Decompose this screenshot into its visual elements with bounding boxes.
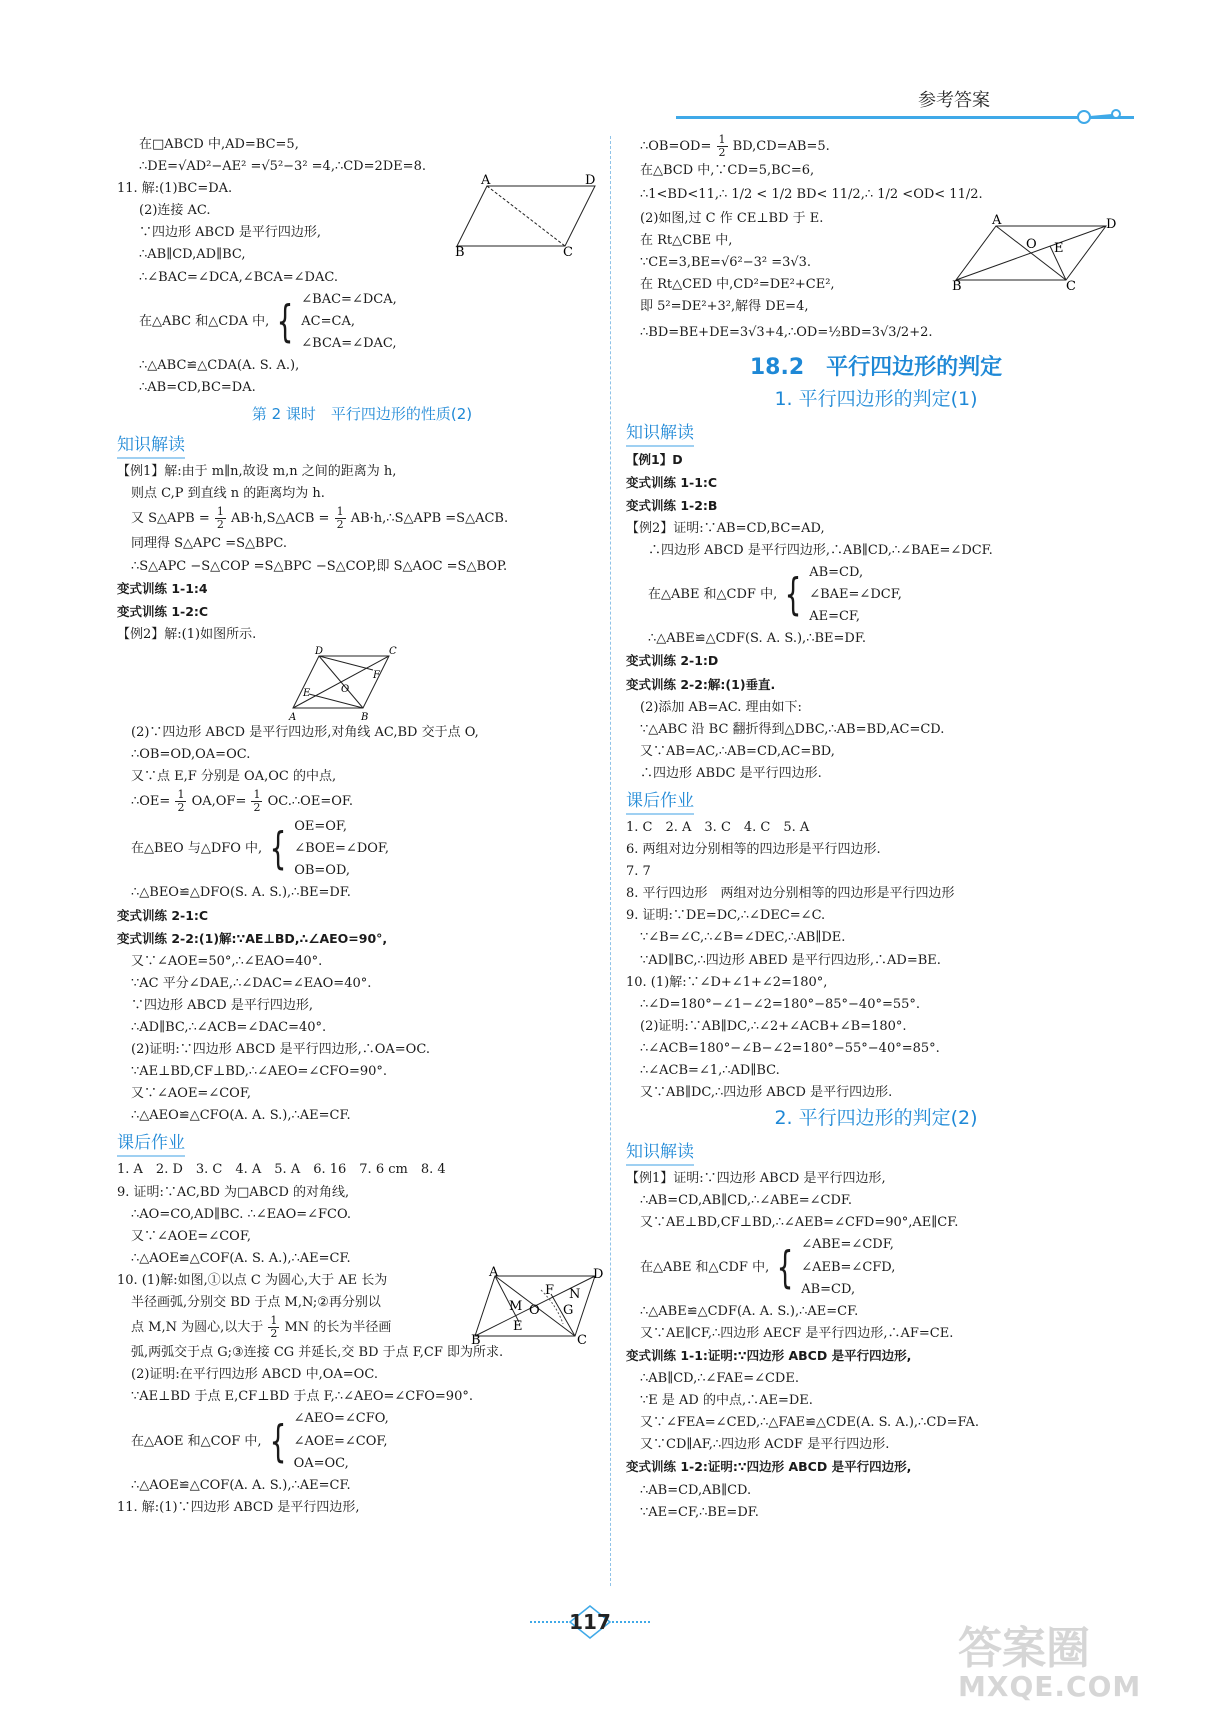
watermark-logo	[958, 1612, 1141, 1703]
fig-label: O	[341, 683, 350, 695]
section-heading: 课后作业	[626, 789, 694, 815]
text-line: 【例2】解:(1)如图所示.	[117, 626, 257, 642]
fig-label: O	[529, 1302, 540, 1318]
text-line: 又∵CD∥AF,∴四边形 ACDF 是平行四边形.	[640, 1437, 890, 1453]
numerator: 1	[718, 133, 726, 146]
text-line	[626, 134, 1126, 160]
denominator: 2	[718, 146, 726, 159]
text-line	[626, 1456, 1126, 1479]
page-number-badge	[530, 1604, 650, 1640]
text-fragment: AB·h,∴S△APB =S△ACB.	[350, 511, 509, 527]
text-line: (2)证明:∵AB∥DC,∴∠2+∠ACB+∠B=180°.	[640, 1018, 907, 1034]
brace-item: ∠AEB=∠CFD,	[801, 1259, 896, 1275]
brace-item: ∠AOE=∠COF,	[293, 1433, 388, 1449]
header-circles-icon	[1066, 108, 1126, 126]
exercise-label: 变式训练 1-1:C	[626, 474, 718, 490]
fig-label: B	[471, 1332, 481, 1348]
numerator: 1	[216, 505, 224, 519]
text-line: 10. (1)解:∵∠D+∠1+∠2=180°,	[626, 974, 828, 990]
text-line: 1. C 2. A 3. C 4. C 5. A	[626, 819, 810, 835]
fig-label: N	[569, 1286, 581, 1302]
fig-label: D	[585, 173, 596, 189]
fig-label: C	[563, 245, 573, 261]
brace-prefix: 在△AOE 和△COF 中,	[131, 1433, 262, 1449]
text-line: 6. 两组对边分别相等的四边形是平行四边形.	[626, 842, 881, 858]
fig-label: A	[489, 1264, 499, 1280]
text-line: ∴△AOE≌△COF(A. A. S.),∴AE=CF.	[131, 1477, 351, 1493]
text-line: ∴∠ACB=180°−∠B−∠2=180°−55°−40°=85°.	[640, 1040, 940, 1056]
text-line: ∴△ABE≌△CDF(S. A. S.),∴BE=DF.	[648, 631, 866, 647]
chapter-title: 18.2 平行四边形的判定	[749, 354, 1003, 380]
text-fragment: AB·h,S△ACB =	[231, 511, 330, 527]
numerator: 1	[177, 788, 185, 802]
text-fragment: ∴OB=OD=	[640, 139, 712, 154]
text-line	[117, 788, 607, 816]
brace-item: ∠BCA=∠DAC,	[301, 335, 397, 351]
text-line: (2)连接 AC.	[139, 203, 211, 219]
fig-label: F	[373, 669, 380, 681]
exercise-label: 变式训练 2-2:(1)解:∵AE⊥BD,∴∠AEO=90°,	[117, 930, 388, 946]
text-line: (2)∵四边形 ABCD 是平行四边形,对角线 AC,BD 交于点 O,	[131, 724, 479, 740]
denominator: 2	[216, 518, 224, 532]
exercise-label: 变式训练 2-2:解:(1)垂直.	[626, 676, 776, 692]
fig-label: B	[361, 711, 369, 723]
fig-label: F	[545, 1282, 555, 1298]
fig-label: G	[563, 1302, 574, 1318]
brace-item: AB=CD,	[801, 1281, 856, 1297]
text-line: (2)证明:在平行四边形 ABCD 中,OA=OC.	[131, 1367, 378, 1383]
text-line: ∴S△APC −S△COP =S△BPC −S△COP,即 S△AOC =S△BOP.	[131, 558, 508, 574]
text-line: ∴1<BD<11,∴ 1/2 < 1/2 BD< 11/2,∴ 1/2 <OD< 11/2.	[640, 187, 983, 203]
figure-container	[117, 646, 607, 722]
fig-label: M	[509, 1298, 523, 1314]
text-fragment: OA,OF=	[191, 794, 247, 810]
section-heading: 知识解读	[626, 421, 694, 447]
system-brace	[626, 1234, 1126, 1300]
watermark-url: MXQE.COM	[958, 1670, 1142, 1703]
text-line: ∴△BEO≌△DFO(S. A. S.),∴BE=DF.	[131, 885, 351, 901]
brace-item: AE=CF,	[809, 609, 861, 625]
text-line: ∵AE⊥BD,CF⊥BD,∴∠AEO=∠CFO=90°.	[131, 1064, 388, 1080]
text-line: (2)如图,过 C 作 CE⊥BD 于 E.	[640, 211, 824, 227]
brace-icon: {	[269, 823, 287, 875]
text-line: ∴△AEO≌△CFO(A. A. S.),∴AE=CF.	[131, 1108, 351, 1124]
text-line: ∴AD∥BC,∴∠ACB=∠DAC=40°.	[131, 1020, 327, 1035]
text-line: 又∵AB∥DC,∴四边形 ABCD 是平行四边形.	[640, 1085, 893, 1101]
text-line: 同理得 S△APC =S△BPC.	[131, 536, 287, 552]
exercise-label: 变式训练 1-2:B	[626, 497, 718, 513]
text-fragment: ∴OE=	[131, 794, 171, 810]
text-line	[626, 495, 1126, 518]
text-line: ∵四边形 ABCD 是平行四边形,	[131, 997, 313, 1013]
text-line: (2)添加 AB=AC. 理由如下:	[640, 699, 802, 715]
right-column	[626, 134, 1126, 1524]
text-line: 又∵∠AOE=∠COF,	[131, 1086, 251, 1102]
text-line: ∴BD=BE+DE=3√3+4,∴OD=½BD=3√3/2+2.	[640, 324, 933, 340]
text-line: 9. 证明:∵AC,BD 为□ABCD 的对角线,	[117, 1184, 350, 1200]
text-fragment: OC.∴OE=OF.	[267, 794, 353, 810]
fig-label: D	[1106, 217, 1117, 233]
text-line	[626, 674, 1126, 697]
watermark-text: 答案圈	[958, 1623, 1090, 1674]
brace-icon: {	[269, 1415, 286, 1467]
question-11: 11. 解:(1)BC=DA.	[117, 181, 233, 197]
column-divider	[610, 136, 611, 1586]
text-line: 半径画弧,分别交 BD 于点 M,N;②再分别以	[131, 1295, 381, 1311]
text-line: 7. 7	[626, 864, 651, 880]
exercise-label: 变式训练 1-2:证明:∵四边形 ABCD 是平行四边形,	[626, 1459, 912, 1475]
text-line: ∵AC 平分∠DAE,∴∠DAC=∠EAO=40°.	[131, 975, 372, 991]
text-line: ∵AE⊥BD 于点 E,CF⊥BD 于点 F,∴∠AEO=∠CFO=90°.	[131, 1389, 473, 1405]
text-line: ∵AE=CF,∴BE=DF.	[640, 1504, 759, 1520]
text-line: 1. A 2. D 3. C 4. A 5. A 6. 16 7. 6 cm 8. 4	[117, 1162, 446, 1178]
denominator: 2	[336, 518, 344, 532]
text-line: ∴△ABE≌△CDF(A. A. S.),∴AE=CF.	[640, 1303, 859, 1319]
brace-item: OE=OF,	[294, 819, 348, 835]
brace-item: OB=OD,	[294, 863, 351, 879]
exercise-label: 变式训练 1-1:证明:∵四边形 ABCD 是平行四边形,	[626, 1347, 912, 1363]
fig-label: E	[1054, 241, 1064, 257]
lesson-title: 第 2 课时 平行四边形的性质(2)	[251, 405, 473, 424]
exercise-label: 变式训练 1-1:4	[117, 580, 208, 596]
fig-label: A	[289, 711, 297, 723]
text-line: 11. 解:(1)∵四边形 ABCD 是平行四边形,	[117, 1499, 360, 1515]
text-line: 【例1】解:由于 m∥n,故设 m,n 之间的距离为 h,	[117, 464, 397, 480]
text-line: 又∵∠AOE=50°,∴∠EAO=40°.	[131, 953, 323, 969]
fig-label: D	[593, 1266, 604, 1282]
section-heading: 知识解读	[626, 1140, 694, 1166]
text-line: ∴AO=CO,AD∥BC. ∴∠EAO=∠FCO.	[131, 1206, 352, 1222]
numerator: 1	[253, 788, 261, 802]
text-line: ∴△ABC≌△CDA(A. S. A.),	[139, 357, 300, 373]
subsection-title: 1. 平行四边形的判定(1)	[774, 387, 978, 410]
exercise-label: 变式训练 1-2:C	[117, 603, 209, 619]
brace-icon: {	[784, 569, 802, 621]
text-line: ∴AB∥CD,AD∥BC,	[139, 247, 246, 263]
text-line: 又∵∠AOE=∠COF,	[131, 1228, 251, 1244]
fig-label: A	[992, 213, 1002, 229]
fraction	[215, 506, 226, 531]
fig-label: C	[1066, 279, 1076, 295]
brace-item: OA=OC,	[293, 1455, 349, 1471]
parallelogram-figure-11	[455, 173, 597, 261]
section-heading: 课后作业	[117, 1131, 185, 1157]
fig-label: B	[455, 245, 465, 261]
text-line: ∵CE=3,BE=√6²−3² =3√3.	[640, 255, 812, 271]
text-line	[117, 928, 607, 951]
fig-label: E	[513, 1318, 523, 1334]
parallelogram-figure-right	[952, 213, 1117, 295]
system-brace	[117, 1408, 607, 1474]
fig-label: D	[315, 645, 324, 657]
brace-item: ∠BAE=∠DCF,	[809, 587, 902, 603]
brace-prefix: 在△ABE 和△CDF 中,	[648, 587, 778, 603]
text-line: ∴△AOE≌△COF(A. S. A.),∴AE=CF.	[131, 1250, 351, 1266]
exercise-label: 变式训练 2-1:C	[117, 907, 209, 923]
text-fragment: BD,CD=AB=5.	[732, 139, 830, 154]
text-line	[626, 472, 1126, 495]
numerator: 1	[270, 1314, 278, 1328]
text-line	[117, 578, 607, 601]
text-line: 又∵AE∥CF,∴四边形 AECF 是平行四边形,∴AF=CE.	[640, 1325, 954, 1341]
text-line: 10. (1)解:如图,①以点 C 为圆心,大于 AE 长为	[117, 1272, 388, 1288]
brace-item: ∠ABE=∠CDF,	[801, 1237, 894, 1253]
section-heading: 知识解读	[117, 433, 185, 459]
text-line: ∴AB=CD,BC=DA.	[139, 380, 256, 396]
text-line: ∴DE=√AD²−AE² =√5²−3² =4,∴CD=2DE=8.	[139, 159, 426, 175]
left-column	[117, 134, 607, 1519]
text-line: ∵E 是 AD 的中点,∴AE=DE.	[640, 1393, 813, 1409]
brace-prefix: 在△ABC 和△CDA 中,	[139, 313, 270, 329]
brace-item: ∠AEO=∠CFO,	[293, 1411, 389, 1427]
fraction	[335, 506, 346, 531]
fraction	[717, 134, 728, 159]
text-line: 在 Rt△CBE 中,	[640, 233, 733, 249]
text-line: ∴四边形 ABDC 是平行四边形.	[640, 765, 822, 781]
denominator: 2	[270, 1327, 278, 1341]
subsection-title: 2. 平行四边形的判定(2)	[774, 1107, 978, 1130]
text-fragment: 点 M,N 为圆心,以大于	[131, 1320, 264, 1336]
text-line: 又∵点 E,F 分别是 OA,OC 的中点,	[131, 769, 337, 785]
brace-icon: {	[276, 295, 294, 347]
system-brace	[117, 816, 607, 882]
brace-prefix: 在△ABE 和△CDF 中,	[640, 1259, 770, 1275]
text-line: 在 Rt△CED 中,CD²=DE²+CE²,	[640, 277, 835, 293]
text-line: 又∵AE⊥BD,CF⊥BD,∴∠AEB=∠CFD=90°,AE∥CF.	[640, 1215, 959, 1231]
parallelogram-figure-10	[471, 1264, 604, 1348]
brace-icon: {	[776, 1241, 794, 1293]
text-line: ∵△ABC 沿 BC 翻折得到△DBC,∴AB=BD,AC=CD.	[640, 721, 945, 737]
fig-label: E	[303, 687, 311, 699]
text-line: 8. 平行四边形 两组对边分别相等的四边形是平行四边形	[626, 886, 955, 902]
text-line: 又∵∠FEA=∠CED,∴△FAE≌△CDE(A. S. A.),∴CD=FA.	[640, 1415, 979, 1431]
fraction	[175, 789, 186, 814]
text-line: ∴∠ACB=∠1,∴AD∥BC.	[640, 1063, 780, 1078]
brace-item: ∠BOE=∠DOF,	[294, 841, 390, 857]
fraction	[251, 789, 262, 814]
fig-label: O	[1026, 237, 1037, 253]
text-line: ∴∠BAC=∠DCA,∠BCA=∠DAC.	[139, 269, 338, 285]
text-line: ∴AB=CD,AB∥CD,∴∠ABE=∠CDF.	[640, 1193, 853, 1209]
text-line: 【例2】证明:∵AB=CD,BC=AD,	[626, 520, 825, 536]
exercise-label: 变式训练 2-1:D	[626, 653, 719, 669]
text-line: (2)证明:∵四边形 ABCD 是平行四边形,∴OA=OC.	[131, 1042, 430, 1058]
fig-label: C	[577, 1332, 587, 1348]
system-brace	[117, 289, 607, 355]
text-line: ∴AB∥CD,∴∠FAE=∠CDE.	[640, 1371, 799, 1387]
text-line: 9. 证明:∵DE=DC,∴∠DEC=∠C.	[626, 908, 826, 924]
text-line: 即 5²=DE²+3²,解得 DE=4,	[640, 299, 809, 315]
parallelogram-figure-ex2	[289, 646, 399, 722]
text-line	[117, 601, 607, 624]
denominator: 2	[177, 801, 185, 815]
text-line	[117, 505, 607, 533]
brace-item: ∠BAC=∠DCA,	[301, 291, 397, 307]
brace-item: AC=CA,	[301, 313, 355, 329]
text-line: ∴OB=OD,OA=OC.	[131, 746, 251, 762]
brace-item: AB=CD,	[809, 565, 864, 581]
text-line: 弧,两弧交于点 G;③连接 CG 并延长,交 BD 于点 F,CF 即为所求.	[131, 1345, 504, 1361]
denominator: 2	[253, 801, 261, 815]
text-fragment: MN 的长为半径画	[284, 1320, 392, 1336]
page-number: 117	[569, 1610, 611, 1634]
header-title: 参考答案	[918, 90, 990, 111]
text-line: ∵四边形 ABCD 是平行四边形,	[139, 225, 321, 241]
exercise-label: 【例1】D	[626, 451, 683, 467]
text-line: ∴四边形 ABCD 是平行四边形,∴AB∥CD,∴∠BAE=∠DCF.	[648, 542, 993, 558]
text-line: 则点 C,P 到直线 n 的距离均为 h.	[131, 486, 325, 502]
text-line: ∵AD∥BC,∴四边形 ABED 是平行四边形,∴AD=BE.	[640, 952, 941, 968]
text-line: 在□ABCD 中,AD=BC=5,	[139, 137, 299, 152]
text-line: ∴AB=CD,AB∥CD.	[640, 1482, 752, 1498]
text-line: 又∵AB=AC,∴AB=CD,AC=BD,	[640, 743, 835, 759]
brace-prefix: 在△BEO 与△DFO 中,	[131, 841, 263, 857]
text-fragment: 又 S△APB =	[131, 511, 210, 527]
text-line: 在△BCD 中,∵CD=5,BC=6,	[640, 163, 815, 178]
fig-label: A	[481, 173, 491, 189]
text-line: ∵∠B=∠C,∴∠B=∠DEC,∴AB∥DE.	[640, 930, 846, 946]
numerator: 1	[336, 505, 344, 519]
system-brace	[626, 562, 1126, 628]
text-line	[626, 650, 1126, 673]
fig-label: B	[952, 279, 962, 295]
text-line: ∴∠D=180°−∠1−∠2=180°−85°−40°=55°.	[640, 996, 921, 1012]
text-line	[626, 1345, 1126, 1368]
text-line	[626, 449, 1126, 472]
text-line	[117, 905, 607, 928]
fraction	[268, 1315, 279, 1340]
fig-label: C	[389, 645, 397, 657]
text-line: 【例1】证明:∵四边形 ABCD 是平行四边形,	[626, 1171, 886, 1187]
